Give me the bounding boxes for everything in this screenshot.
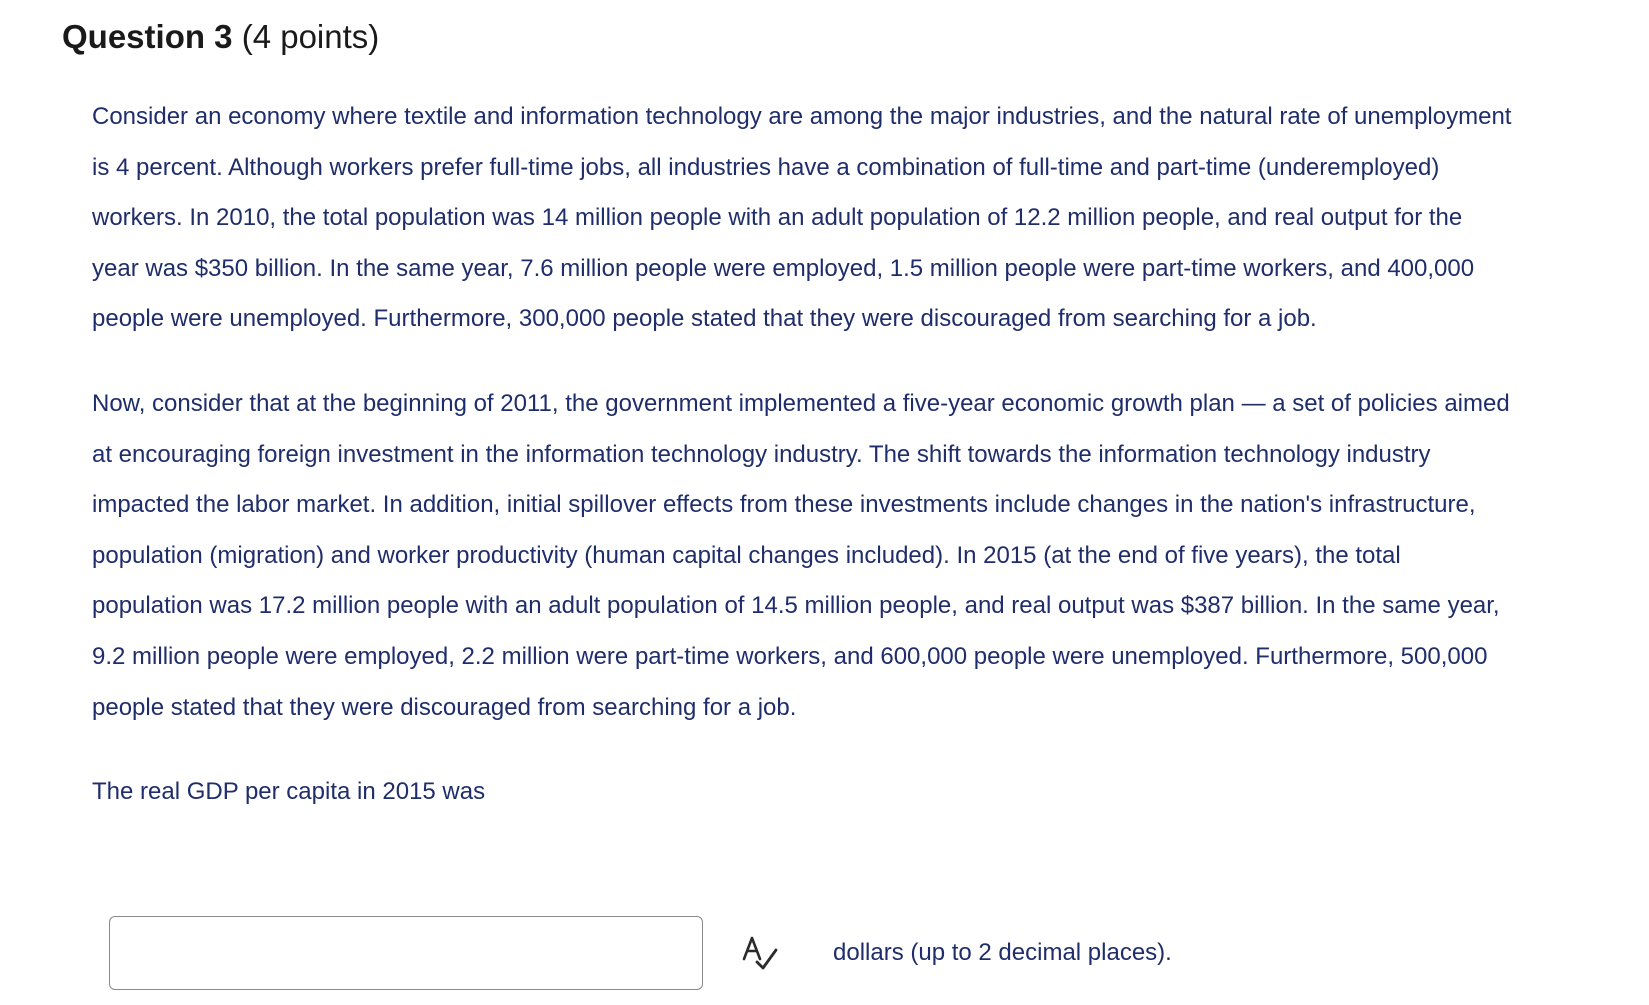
answer-unit-label: dollars (up to 2 decimal places). xyxy=(833,939,1172,966)
question-paragraph-1: Consider an economy where textile and information technology are among the major industries, and the natural rate of unemployment is 4 percent. Although workers prefer full-time jobs, all industries have a combination of full-time and part-time (underemployed) workers. In 2010, the total population was 14 million people with an adult population of 12.2 million people, and real output for the year was $350 billion. In the same year, 7.6 million people were employed, 1.5 million people were part-time workers, and 400,000 people were unemployed. Furthermore, 300,000 people stated that they were discouraged from searching for a job. xyxy=(92,103,1512,333)
question-number: Question 3 xyxy=(62,18,233,55)
answer-input[interactable] xyxy=(109,916,703,990)
question-body xyxy=(92,92,1512,818)
question-paragraph-2: Now, consider that at the beginning of 2011, the government implemented a five-year economic growth plan — a set of policies aimed at encouraging foreign investment in the information technology industry. The shift towards the information technology industry impacted the labor market. In addition, initial spillover effects from these investments include changes in the nation's infrastructure, population (migration) and worker productivity (human capital changes included). In 2015 (at the end of five years), the total population was 17.2 million people with an adult population of 14.5 million people, and real output was $387 billion. In the same year, 9.2 million people were employed, 2.2 million were part-time workers, and 600,000 people were unemployed. Furthermore, 500,000 people stated that they were discouraged from searching for a job. xyxy=(92,389,1510,721)
answer-row xyxy=(109,916,1309,990)
question-title xyxy=(62,14,379,60)
question-points: (4 points) xyxy=(241,18,380,55)
spell-check-icon[interactable] xyxy=(739,933,781,973)
question-prompt: The real GDP per capita in 2015 was xyxy=(92,778,486,806)
